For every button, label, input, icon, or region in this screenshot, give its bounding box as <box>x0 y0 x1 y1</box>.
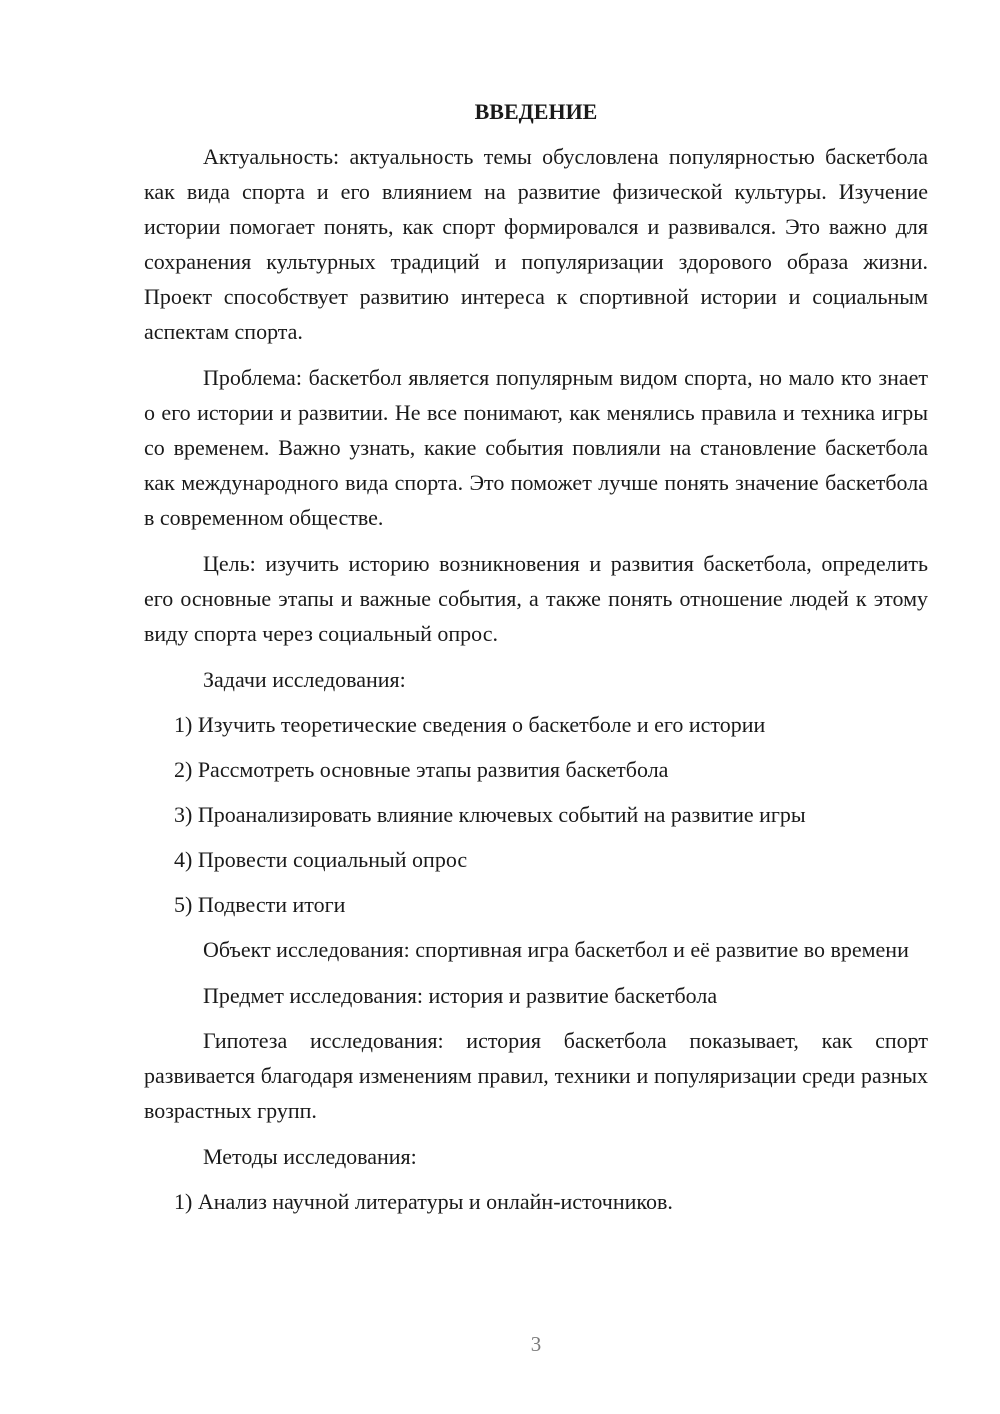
tasks-heading: Задачи исследования: <box>203 667 406 692</box>
methods-list <box>144 1184 928 1219</box>
tasks-list <box>144 707 928 922</box>
list-item: 4) Провести социальный опрос <box>174 847 468 872</box>
list-item: 2) Рассмотреть основные этапы развития баскетбола <box>174 757 669 782</box>
page-number: 3 <box>530 1332 542 1356</box>
methods-heading: Методы исследования: <box>203 1144 417 1169</box>
relevance-paragraph: Актуальность: актуальность темы обусловлена популярностью баскетбола как вида спорта и его влиянием на развитие физической культуры. Изучение истории помогает понять, как спорт формировался и развивался. Это важно для сохранения культурных традиций и популяризации здорового образа жизни. Проект способствует развитию интереса к спортивной истории и социальным аспектам спорта. <box>144 144 928 344</box>
goal-paragraph: Цель: изучить историю возникновения и развития баскетбола, определить его основные этапы и важные события, а также понять отношение людей к этому виду спорта через социальный опрос. <box>144 551 928 646</box>
list-item: 1) Анализ научной литературы и онлайн-источников. <box>174 1189 673 1214</box>
section-title: ВВЕДЕНИЕ <box>474 99 598 124</box>
page-content <box>144 94 928 1229</box>
hypothesis-paragraph: Гипотеза исследования: история баскетбола показывает, как спорт развивается благодаря изменениям правил, техники и популяризации среди разных возрастных групп. <box>144 1028 928 1123</box>
research-subject-line: Предмет исследования: история и развитие баскетбола <box>203 983 718 1008</box>
research-object-paragraph: Объект исследования: спортивная игра баскетбол и её развитие во времени <box>203 937 909 962</box>
problem-paragraph: Проблема: баскетбол является популярным видом спорта, но мало кто знает о его истории и развитии. Не все понимают, как менялись правила и техника игры со временем. Важно узнать, какие события повлияли на становление баскетбола как международного вида спорта. Это поможет лучше понять значение баскетбола в современном обществе. <box>144 365 928 530</box>
list-item: 5) Подвести итоги <box>174 892 346 917</box>
list-item: 1) Изучить теоретические сведения о баскетболе и его истории <box>174 712 766 737</box>
list-item: 3) Проанализировать влияние ключевых событий на развитие игры <box>174 802 806 827</box>
